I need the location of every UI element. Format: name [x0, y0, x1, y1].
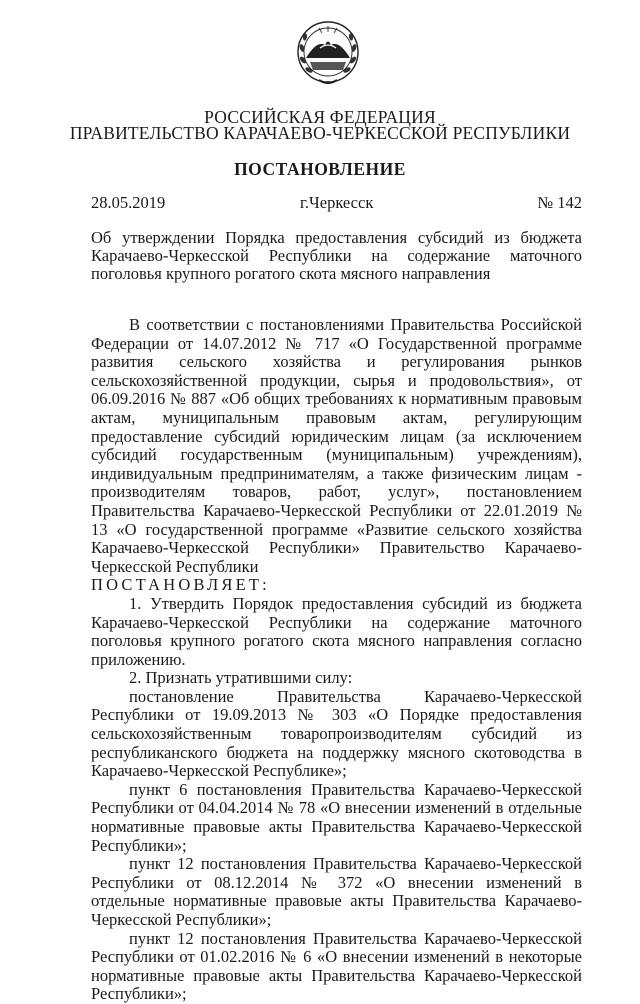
item-paragraph: пункт 12 постановления Правительства Карачаево-Черкесской Республики от 01.02.2016 № 6 «О внесении изменений в некоторые нормативные правовые акты Правительства Карачаево-Черкесской Республики»;: [91, 928, 582, 1004]
coat-of-arms-icon: [293, 18, 363, 90]
document-title: Об утверждении Порядка предоставления субсидий из бюджета Карачаево-Черкесской Республики на содержание маточного поголовья крупного рогатого скота мясного направления: [91, 228, 582, 284]
preamble-paragraph: В соответствии с постановлениями Правительства Российской Федерации от 14.07.2012 № 717 «О Государственной программе развития сельского хозяйства и регулирования рынков сельскохозяйственной продукции, сырья и продовольствия», от 06.09.2016 № 887 «Об общих требованиях к нормативным правовым актам, муниципальным правовым актам, регулирующим предоставление субсидий юридическим лицам (за исключением субсидий государственным (муниципальным) учреждениям), индивидуальным предпринимателям, а также физическим лицам - производителям товаров, работ, услуг», постановлением Правительства Карачаево-Черкесской Республики от 22.01.2019 № 13 «О государственной программе «Развитие сельского хозяйства Карачаево-Черкесской Республики» Правительство Карачаево-Черкесской Республики: [91, 315, 582, 576]
decree-word: ПОСТАНОВЛЯЕТ:: [91, 575, 270, 595]
item-paragraph: постановление Правительства Карачаево-Черкесской Республики от 19.09.2013 № 303 «О Порядке предоставления сельскохозяйственным товаропроизводителям субсидий из республиканского бюджета на поддержку мясного скотоводства в Карачаево-Черкесской Республике»;: [91, 686, 582, 781]
document-city: г.Черкесск: [300, 193, 374, 212]
country-name: РОССИЙСКАЯ ФЕДЕРАЦИЯ: [204, 107, 436, 127]
document-date: 28.05.2019: [91, 193, 166, 212]
document-body: [91, 316, 582, 1004]
document-type: ПОСТАНОВЛЕНИЕ: [234, 159, 406, 179]
item-paragraph: пункт 6 постановления Правительства Карачаево-Черкесской Республики от 04.04.2014 № 78 «О внесении изменений в отдельные нормативные правовые акты Правительства Карачаево-Черкесской Республики»;: [91, 779, 582, 855]
document-number: № 142: [537, 193, 582, 212]
item-paragraph: 1. Утвердить Порядок предоставления субсидий из бюджета Карачаево-Черкесской Республики на содержание маточного поголовья крупного рогатого скота мясного направления согласно приложению.: [91, 593, 582, 669]
item-paragraph: 2. Признать утратившими силу:: [129, 668, 353, 688]
item-paragraph: пункт 12 постановления Правительства Карачаево-Черкесской Республики от 08.12.2014 № 372 «О внесении изменений в отдельные нормативные правовые акты Правительства Карачаево-Черкесской Республики»;: [91, 854, 582, 929]
government-name: ПРАВИТЕЛЬСТВО КАРАЧАЕВО-ЧЕРКЕССКОЙ РЕСПУБЛИКИ: [69, 123, 571, 143]
